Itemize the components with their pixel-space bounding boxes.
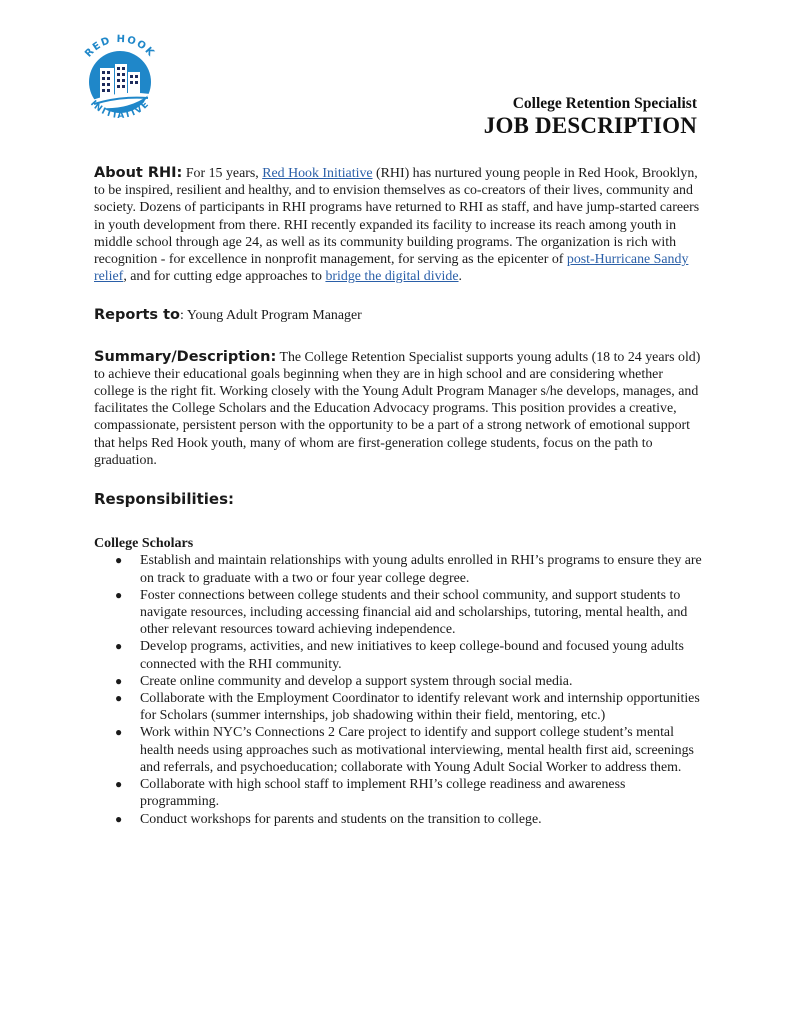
list-item-text: Conduct workshops for parents and students on the transition to college. [140, 811, 542, 827]
list-item-text: Establish and maintain relationships with young adults enrolled in RHI’s programs to ensure they are on track to graduate with a two or four year college degree. [140, 553, 702, 586]
bullet-icon: ● [115, 811, 123, 826]
about-text-4: . [458, 269, 463, 285]
about-text-3: , and for cutting edge approaches to [123, 269, 326, 285]
list-item [94, 587, 704, 639]
reports-to-section [94, 307, 704, 324]
responsibilities-heading: Responsibilities: [94, 490, 235, 509]
list-item-text: Create online community and develop a support system through social media. [140, 673, 573, 689]
summary-text: The College Retention Specialist supports young adults (18 to 24 years old) to achieve their educational goals beginning when they are in high school and are considering whether college is the right fit. Working closely with the Young Adult Program Manager s/he develops, manages, and facilitates the College Scholars and the Education Advocacy programs. This position provides a creative, compassionate, persistent person with the opportunity to be a part of a strong network of emotional support that helps Red Hook youth, many of whom are first-generation college students, focus on the path to graduation. [94, 349, 701, 468]
rhi-logo-graphic [70, 30, 170, 130]
list-item [94, 638, 704, 672]
red-hook-initiative-link[interactable]: Red Hook Initiative [262, 166, 373, 181]
logo-top-text: RED HOOK [83, 33, 157, 60]
bullet-icon: ● [115, 691, 123, 706]
list-item [94, 811, 704, 828]
list-item [94, 724, 704, 776]
college-scholars-heading: College Scholars [94, 536, 194, 552]
list-item-text: Develop programs, activities, and new initiatives to keep college-bound and focused young adults connected with the RHI community. [140, 639, 684, 672]
bullet-icon: ● [115, 587, 123, 602]
list-item [94, 690, 704, 724]
document-title: JOB DESCRIPTION [483, 113, 697, 138]
summary-heading: Summary/Description: [94, 348, 277, 365]
about-section [94, 165, 704, 285]
summary-section [94, 349, 704, 469]
list-item-text: Foster connections between college students and their school community, and support students to navigate resources, including accessing financial aid and scholarships, tutoring, mental health, and other relevant resources toward achieving independence. [140, 587, 688, 638]
about-text-1: For 15 years, [182, 166, 263, 181]
reports-to-value: : Young Adult Program Manager [180, 308, 362, 324]
document-body [94, 165, 704, 828]
list-item-text: Collaborate with the Employment Coordinator to identify relevant work and internship opportunities for Scholars (summer internships, job shadowing within their field, mentoring, etc.) [140, 691, 700, 724]
about-text-2: (RHI) has nurtured young people in Red Hook, Brooklyn, to be inspired, resilient and healthy, and to envision themselves as co-creators of their lives, community and society. Dozens of participants in RHI programs have returned to RHI as staff, and have jump-started careers in youth development from there. RHI recently expanded its facility to increase its reach among youth in middle school through age 24, as well as its community building programs. The organization is rich with recognition - for excellence in nonprofit management, for serving as the epicenter of [94, 166, 700, 268]
list-item [94, 673, 704, 690]
bullet-icon: ● [115, 553, 123, 568]
list-item-text: Work within NYC’s Connections 2 Care project to identify and support college student’s mental health needs using approaches such as motivational interviewing, mental health first aid, screenings and referrals, and psychoeducation; collaborate with Young Adult Social Worker to address them. [140, 725, 694, 775]
bullet-icon: ● [115, 639, 123, 654]
reports-to-heading: Reports to [94, 307, 180, 324]
about-heading: About RHI: [94, 165, 183, 181]
bullet-icon: ● [115, 725, 123, 740]
bullet-icon: ● [115, 777, 123, 792]
list-item-text: Collaborate with high school staff to implement RHI’s college readiness and awareness programming. [140, 777, 626, 810]
rhi-logo [70, 30, 170, 130]
logo-bottom-text: INITIATIVE [88, 98, 152, 121]
title-block [484, 94, 697, 139]
job-subtitle: College Retention Specialist [512, 95, 697, 112]
list-item [94, 776, 704, 810]
digital-divide-link[interactable]: bridge the digital divide [325, 269, 459, 285]
responsibilities-list [94, 552, 704, 827]
hurricane-sandy-relief-link[interactable]: post-Hurricane Sandy relief [94, 252, 689, 285]
list-item [94, 552, 704, 586]
bullet-icon: ● [115, 673, 123, 688]
